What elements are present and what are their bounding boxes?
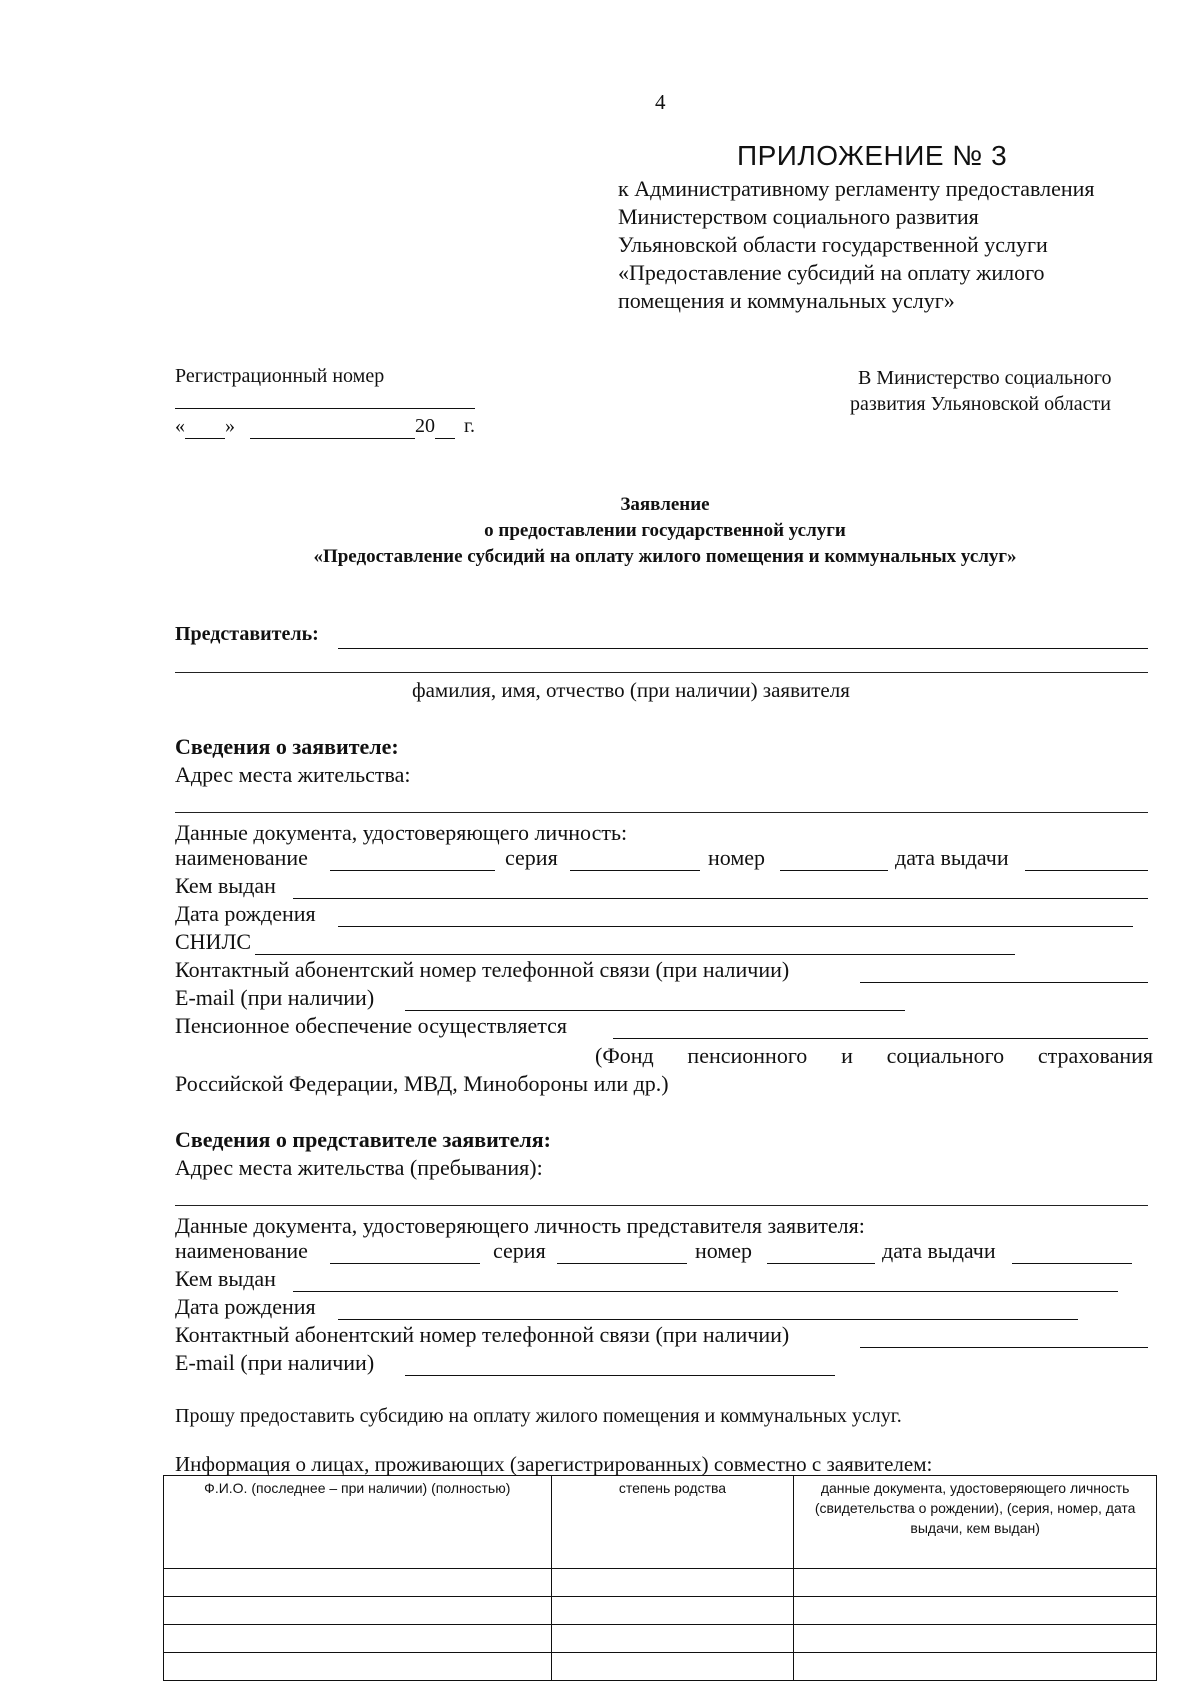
addressee-line: В Министерство социального	[858, 367, 1112, 389]
pension-note-1: (Фонд пенсионного и социального страхования	[595, 1043, 1153, 1068]
lodger-fio-cell[interactable]	[164, 1597, 552, 1625]
doc-name-label: наименование	[175, 845, 308, 870]
rep-phone-row	[175, 1322, 1150, 1350]
appendix-title: ПРИЛОЖЕНИЕ № 3	[737, 140, 1008, 171]
heading-title: Заявление	[620, 494, 710, 515]
doc-issue-date-label: дата выдачи	[895, 845, 1009, 870]
doc-series-label: серия	[505, 845, 558, 870]
registration-number-line[interactable]	[175, 408, 475, 409]
rep-doc-number-label: номер	[695, 1238, 753, 1263]
representative-label: Представитель:	[175, 623, 319, 645]
lodgers-header-row	[164, 1476, 1157, 1569]
table-row	[164, 1653, 1157, 1681]
page-number: 4	[655, 90, 666, 114]
lodgers-col-document: данные документа, удостоверяющего личность (свидетельства о рождении), (серия, номер, дата выдачи, кем выдан)	[794, 1476, 1157, 1569]
rep-doc-series-label: серия	[493, 1238, 546, 1263]
rep-doc-header: Данные документа, удостоверяющего личность представителя заявителя:	[175, 1213, 865, 1238]
lodger-kinship-cell[interactable]	[551, 1569, 794, 1597]
pension-note-2: Российской Федерации, МВД, Минобороны или др.)	[175, 1071, 669, 1096]
rep-doc-issue-date-field[interactable]	[1012, 1262, 1132, 1264]
request-text: Прошу предоставить субсидию на оплату жилого помещения и коммунальных услуг.	[175, 1405, 902, 1427]
date-year-suffix: г.	[464, 415, 475, 437]
applicant-doc-row	[175, 845, 1150, 873]
email-label: E-mail (при наличии)	[175, 985, 375, 1010]
addressee	[850, 365, 1112, 417]
issued-by-field[interactable]	[293, 897, 1148, 899]
heading-service: «Предоставление субсидий на оплату жилого помещения и коммунальных услуг»	[313, 546, 1017, 567]
doc-series-field[interactable]	[570, 869, 700, 871]
birth-date-field[interactable]	[338, 925, 1133, 927]
lodgers-col-kinship: степень родства	[551, 1476, 794, 1569]
doc-number-label: номер	[708, 845, 766, 870]
appendix-text	[618, 175, 1095, 315]
heading-subtitle: о предоставлении государственной услуги	[484, 520, 846, 541]
applicant-address-field[interactable]	[175, 812, 1148, 813]
lodgers-title: Информация о лицах, проживающих (зарегистрированных) совместно с заявителем:	[175, 1452, 933, 1476]
pension-field[interactable]	[613, 1037, 1148, 1039]
applicant-snils-row	[175, 929, 1150, 957]
phone-field[interactable]	[860, 981, 1148, 983]
date-year-prefix: 20	[415, 415, 435, 437]
appendix-line: «Предоставление субсидий на оплату жилого	[618, 260, 1045, 285]
rep-section-title: Сведения о представителе заявителя:	[175, 1127, 551, 1152]
rep-email-row	[175, 1350, 1150, 1378]
email-field[interactable]	[405, 1009, 905, 1011]
application-heading	[0, 492, 1200, 570]
rep-phone-label: Контактный абонентский номер телефонной связи (при наличии)	[175, 1322, 790, 1347]
lodgers-col-fio: Ф.И.О. (последнее – при наличии) (полностью)	[164, 1476, 552, 1569]
rep-doc-number-field[interactable]	[767, 1262, 875, 1264]
lodger-document-cell[interactable]	[794, 1569, 1157, 1597]
rep-birth-row	[175, 1294, 1150, 1322]
applicant-issued-by-row	[175, 873, 1150, 901]
rep-doc-issue-date-label: дата выдачи	[882, 1238, 996, 1263]
rep-issued-by-label: Кем выдан	[175, 1266, 276, 1291]
rep-birth-date-field[interactable]	[338, 1318, 1078, 1320]
appendix-line: помещения и коммунальных услуг»	[618, 288, 955, 313]
issued-by-label: Кем выдан	[175, 873, 276, 898]
lodger-document-cell[interactable]	[794, 1625, 1157, 1653]
applicant-section-title: Сведения о заявителе:	[175, 734, 399, 759]
table-row	[164, 1597, 1157, 1625]
doc-number-field[interactable]	[780, 869, 888, 871]
applicant-phone-row	[175, 957, 1150, 985]
rep-doc-series-field[interactable]	[557, 1262, 687, 1264]
rep-email-field[interactable]	[405, 1374, 835, 1376]
rep-address-field[interactable]	[175, 1205, 1148, 1206]
lodger-fio-cell[interactable]	[164, 1569, 552, 1597]
snils-label: СНИЛС	[175, 929, 252, 954]
rep-issued-by-field[interactable]	[293, 1290, 1118, 1292]
representative-caption: фамилия, имя, отчество (при наличии) заявителя	[412, 678, 850, 702]
lodger-fio-cell[interactable]	[164, 1625, 552, 1653]
date-close-quote: »	[225, 415, 235, 437]
rep-doc-name-label: наименование	[175, 1238, 308, 1263]
registration-label: Регистрационный номер	[175, 365, 385, 387]
snils-field[interactable]	[255, 953, 1015, 955]
addressee-line: развития Ульяновской области	[850, 393, 1111, 415]
lodger-fio-cell[interactable]	[164, 1653, 552, 1681]
appendix-line: к Административному регламенту предоставления	[618, 176, 1095, 201]
doc-name-field[interactable]	[330, 869, 495, 871]
rep-doc-name-field[interactable]	[330, 1262, 480, 1264]
rep-doc-row	[175, 1238, 1150, 1266]
rep-address-label: Адрес места жительства (пребывания):	[175, 1155, 543, 1180]
rep-email-label: E-mail (при наличии)	[175, 1350, 375, 1375]
lodger-kinship-cell[interactable]	[551, 1625, 794, 1653]
table-row	[164, 1625, 1157, 1653]
pension-label: Пенсионное обеспечение осуществляется	[175, 1013, 568, 1038]
applicant-doc-header: Данные документа, удостоверяющего личность:	[175, 820, 628, 845]
doc-issue-date-field[interactable]	[1025, 869, 1148, 871]
applicant-email-row	[175, 985, 1150, 1013]
lodger-document-cell[interactable]	[794, 1653, 1157, 1681]
appendix-line: Министерством социального развития	[618, 204, 979, 229]
lodgers-table	[163, 1475, 1157, 1681]
applicant-birth-row	[175, 901, 1150, 929]
date-year-field[interactable]	[435, 415, 455, 439]
lodger-document-cell[interactable]	[794, 1597, 1157, 1625]
phone-label: Контактный абонентский номер телефонной связи (при наличии)	[175, 957, 790, 982]
rep-phone-field[interactable]	[860, 1346, 1148, 1348]
applicant-pension-row	[175, 1013, 1150, 1041]
lodger-kinship-cell[interactable]	[551, 1597, 794, 1625]
appendix-line: Ульяновской области государственной услуги	[618, 232, 1048, 257]
rep-birth-date-label: Дата рождения	[175, 1294, 316, 1319]
lodger-kinship-cell[interactable]	[551, 1653, 794, 1681]
birth-date-label: Дата рождения	[175, 901, 316, 926]
date-month-field[interactable]	[250, 415, 415, 439]
representative-field-2[interactable]	[175, 672, 1148, 673]
date-day-field[interactable]	[185, 415, 225, 439]
table-row	[164, 1569, 1157, 1597]
rep-issued-by-row	[175, 1266, 1150, 1294]
applicant-address-label: Адрес места жительства:	[175, 762, 411, 787]
representative-field[interactable]	[338, 648, 1148, 649]
date-open-quote: «	[175, 415, 185, 437]
registration-date	[175, 415, 475, 439]
